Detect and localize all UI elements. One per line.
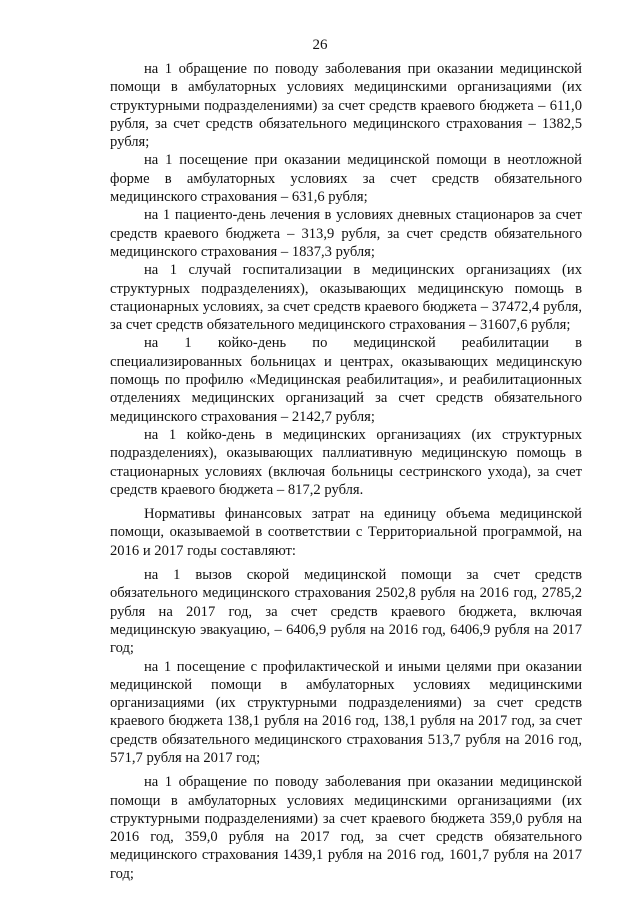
paragraph-palliative-bed-day: на 1 койко-день в медицинских организациях (их структурных подразделениях), оказывающих паллиативную медицинскую помощь в стационарных условиях (включая больницы сестринского ухода), за счет средств краевого бюджета – 817,2 рубля.	[110, 426, 582, 498]
paragraph-ambulance-call: на 1 вызов скорой медицинской помощи за счет средств обязательного медицинского страхования 2502,8 рубля на 2016 год, 2785,2 рубля на 2017 год, за счет средств краевого бюджета, включая медицинскую эвакуацию, – 6406,9 рубля на 2016 год, 6406,9 рубля на 2017 год;	[110, 567, 582, 657]
page-number: 26	[312, 37, 328, 53]
paragraph-outpatient-disease-visit: на 1 обращение по поводу заболевания при оказании медицинской помощи в амбулаторных условиях медицинскими организациями (их структурными подразделениями) за счет средств краевого бюджета – 611,0 рубля, за счет средств обязательного медицинского страхования – 1382,5 рубля;	[110, 61, 582, 151]
document-body	[110, 60, 582, 883]
paragraph-hospitalization: на 1 случай госпитализации в медицинских организациях (их структурных подразделениях), оказывающих медицинскую помощь в стационарных условиях, за счет средств краевого бюджета – 37472,4 рубля, за счет средств обязательного медицинского страхования – 31607,6 рубля;	[110, 262, 582, 334]
paragraph-disease-visit-2016-2017: на 1 обращение по поводу заболевания при оказании медицинской помощи в амбулаторных условиях медицинскими организациями (их структурными подразделениями) за счет краевого бюджета 359,0 рубля на 2016 год, 359,0 рубля на 2017 год, за счет средств обязательного медицинского страхования 1439,1 рубля на 2016 год, 1601,7 рубля на 2017 год;	[110, 774, 582, 882]
paragraph-rehabilitation-bed-day: на 1 койко-день по медицинской реабилитации в специализированных больницах и центрах, оказывающих медицинскую помощь по профилю «Медицинская реабилитация», и реабилитационных отделениях медицинских организаций за счет средств обязательного медицинского страхования – 2142,7 рубля;	[110, 335, 582, 425]
paragraph-day-hospital: на 1 пациенто-день лечения в условиях дневных стационаров за счет средств краевого бюджета – 313,9 рубля, за счет средств обязательного медицинского страхования – 1837,3 рубля;	[110, 207, 582, 260]
paragraph-norms-intro: Нормативы финансовых затрат на единицу объема медицинской помощи, оказываемой в соответствии с Территориальной программой, на 2016 и 2017 годы составляют:	[110, 506, 582, 559]
paragraph-preventive-visit: на 1 посещение с профилактической и иными целями при оказании медицинской помощи в амбулаторных условиях медицинскими организациями (их структурными подразделениями) за счет средств краевого бюджета 138,1 рубля на 2016 год, 138,1 рубля на 2017 год, за счет средств обязательного медицинского страхования 513,7 рубля на 2016 год, 571,7 рубля на 2017 год;	[110, 658, 582, 766]
paragraph-emergency-outpatient-visit: на 1 посещение при оказании медицинской помощи в неотложной форме в амбулаторных условиях за счет средств обязательного медицинского страхования – 631,6 рубля;	[110, 152, 582, 206]
